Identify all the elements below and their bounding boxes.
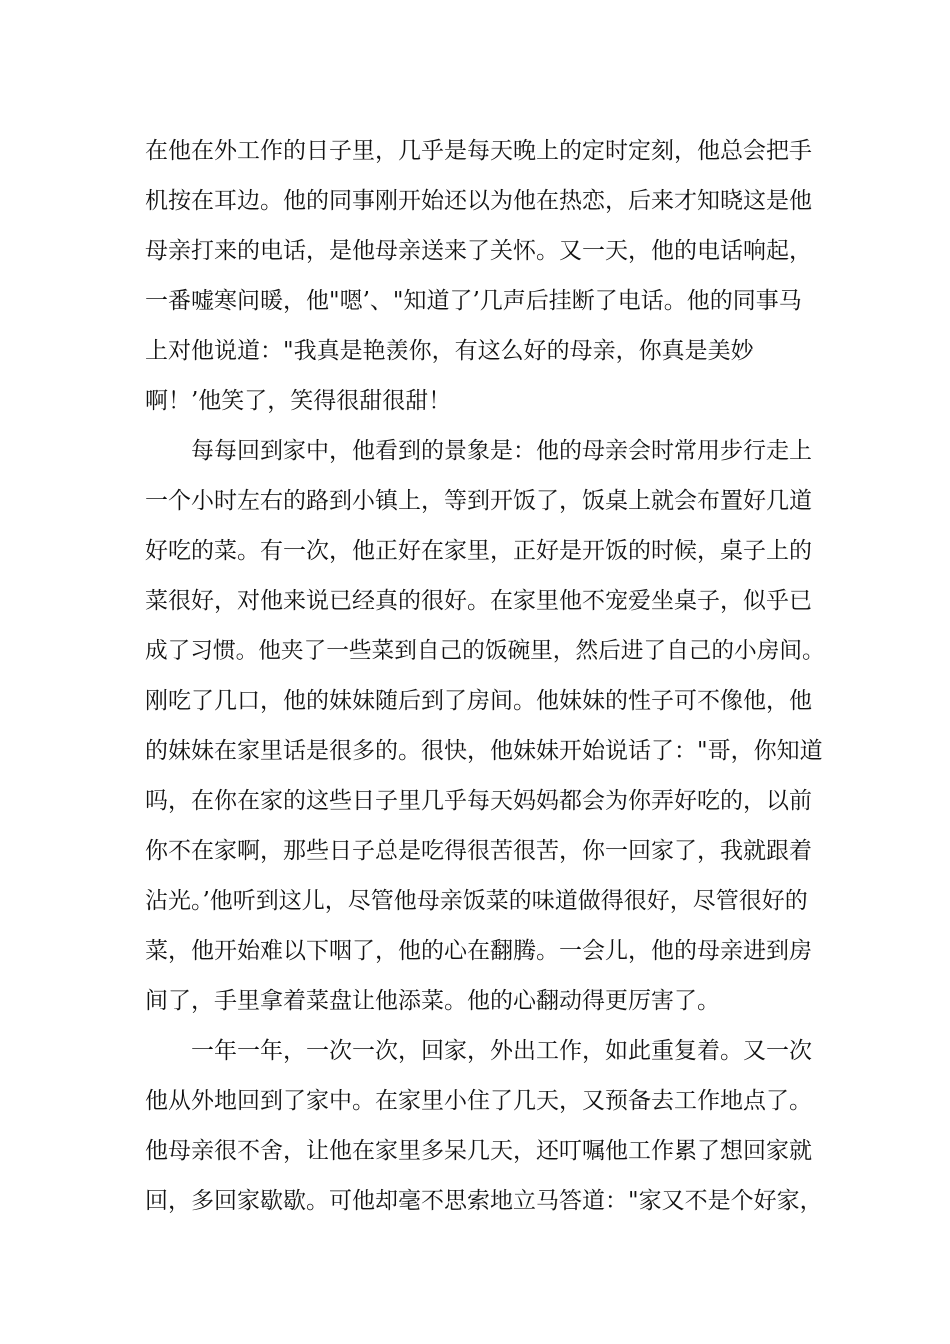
text-line: 你不在家啊，那些日子总是吃得很苦很苦，你一回家了，我就跟着 xyxy=(145,838,812,864)
text-line: 上对他说道："我真是艳羡你，有这么好的母亲，你真是美妙 xyxy=(145,338,754,364)
text-line: 一番嘘寒问暖，他"嗯’、"知道了’几声后挂断了电话。他的同事马 xyxy=(145,288,802,314)
text-line: 刚吃了几口，他的妹妹随后到了房间。他妹妹的性子可不像他，他 xyxy=(145,688,812,714)
text-line: 的妹妹在家里话是很多的。很快，他妹妹开始说话了："哥，你知道 xyxy=(145,738,823,764)
text-line: 在他在外工作的日子里，几乎是每天晚上的定时定刻，他总会把手 xyxy=(145,138,812,164)
text-line: 回，多回家歇歇。可他却毫不思索地立马答道："家又不是个好家， xyxy=(145,1188,823,1214)
paragraph-first-line: 每每回到家中，他看到的景象是：他的母亲会时常用步行走上 xyxy=(191,438,812,464)
text-line: 母亲打来的电话，是他母亲送来了关怀。又一天，他的电话响起， xyxy=(145,238,812,264)
text-line: 沾光。’他听到这儿，尽管他母亲饭菜的味道做得很好，尽管很好的 xyxy=(145,888,808,914)
text-line: 菜，他开始难以下咽了，他的心在翻腾。一会儿，他的母亲进到房 xyxy=(145,938,812,964)
text-line: 一个小时左右的路到小镇上，等到开饭了，饭桌上就会布置好几道 xyxy=(145,488,812,514)
text-line: 他母亲很不舍，让他在家里多呆几天，还叮嘱他工作累了想回家就 xyxy=(145,1138,812,1164)
text-line: 机按在耳边。他的同事刚开始还以为他在热恋，后来才知晓这是他 xyxy=(145,188,812,214)
text-line: 他从外地回到了家中。在家里小住了几天，又预备去工作地点了。 xyxy=(145,1088,812,1114)
text-line: 吗，在你在家的这些日子里几乎每天妈妈都会为你弄好吃的，以前 xyxy=(145,788,812,814)
text-line: 成了习惯。他夹了一些菜到自己的饭碗里，然后进了自己的小房间。 xyxy=(145,638,825,664)
text-line: 间了，手里拿着菜盘让他添菜。他的心翻动得更厉害了。 xyxy=(145,988,720,1014)
text-line: 啊！’他笑了，笑得很甜很甜！ xyxy=(145,388,452,414)
paragraph-first-line: 一年一年，一次一次，回家，外出工作，如此重复着。又一次 xyxy=(191,1038,812,1064)
document-body xyxy=(145,126,825,1226)
text-line: 好吃的菜。有一次，他正好在家里，正好是开饭的时候，桌子上的 xyxy=(145,538,812,564)
text-line: 菜很好，对他来说已经真的很好。在家里他不宠爱坐桌子，似乎已 xyxy=(145,588,812,614)
